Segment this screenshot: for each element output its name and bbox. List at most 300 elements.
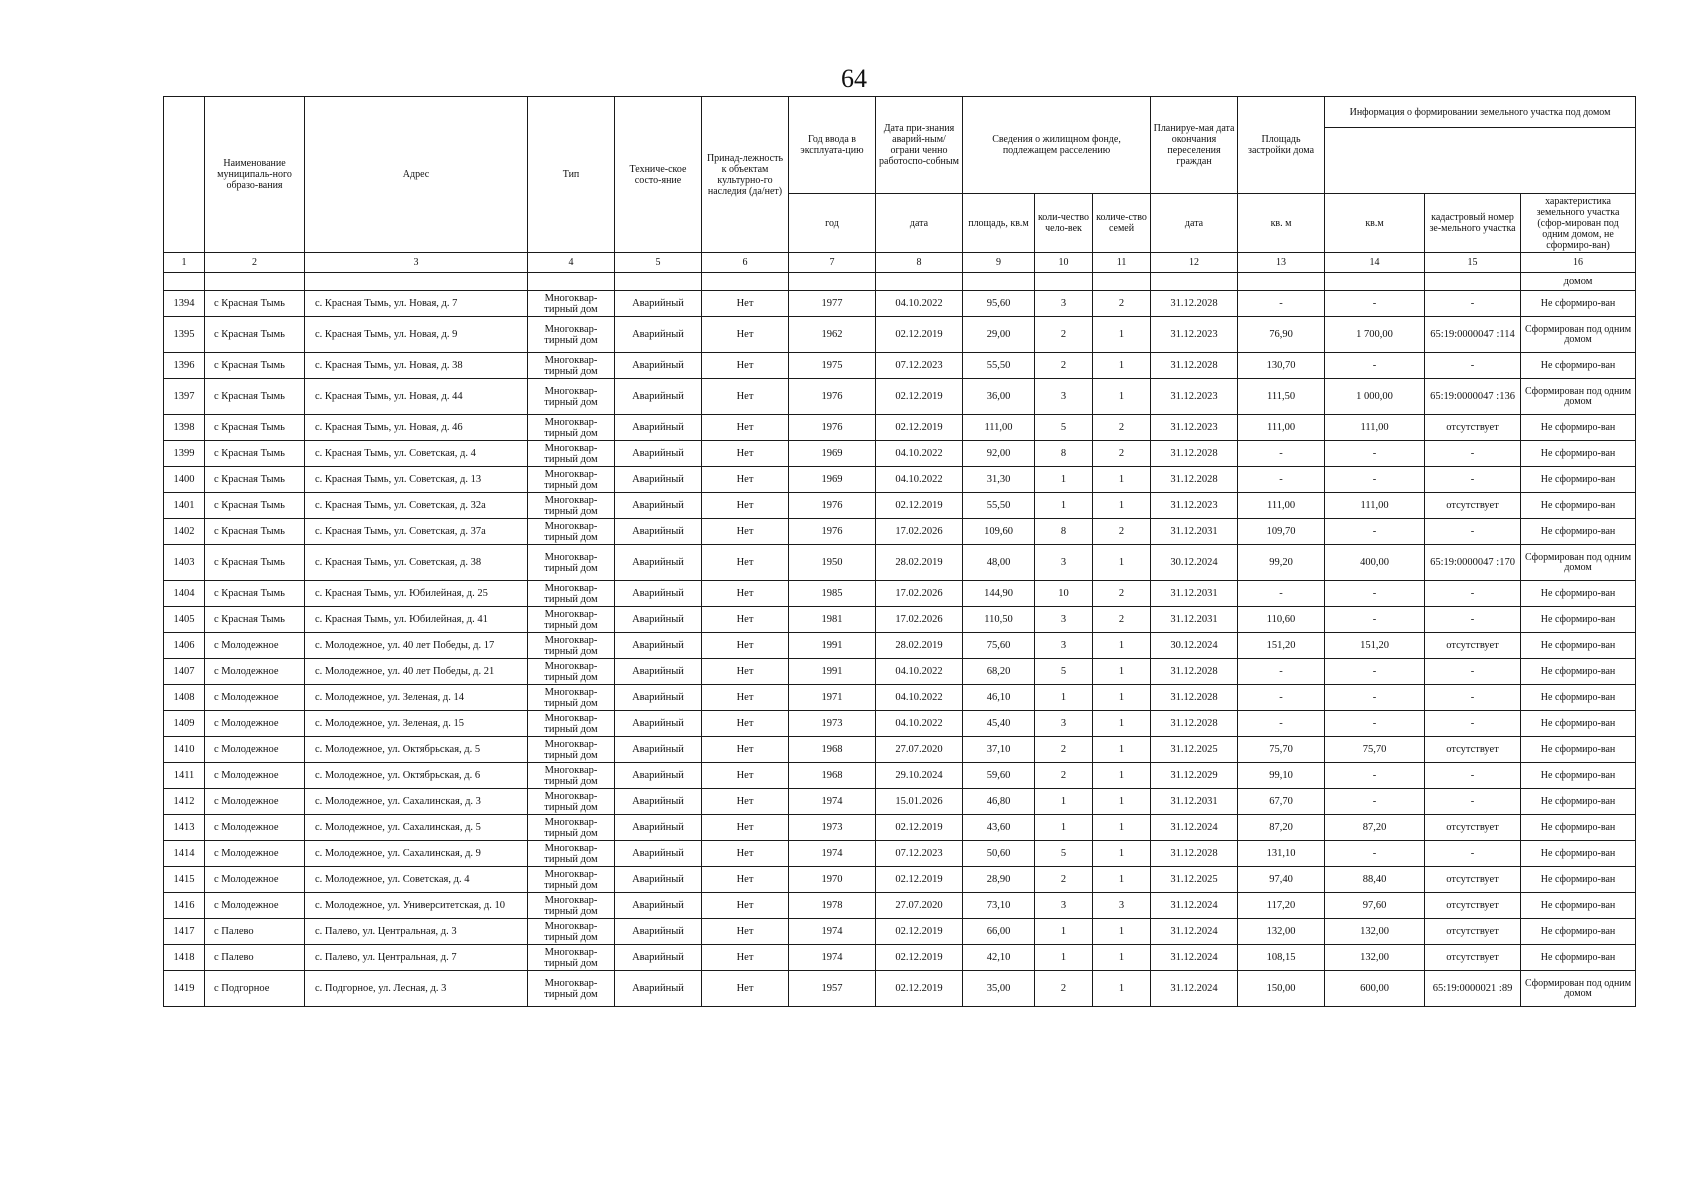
building-area-cell: 67,70 <box>1238 789 1325 815</box>
cadastral-cell: - <box>1425 291 1521 317</box>
type-cell: Многоквар-тирный дом <box>528 893 615 919</box>
people-cell: 3 <box>1035 633 1093 659</box>
building-area-cell: 150,00 <box>1238 971 1325 1007</box>
row-number: 1411 <box>164 763 205 789</box>
land-area-cell: 1 000,00 <box>1325 379 1425 415</box>
municipality-cell: с Молодежное <box>205 815 305 841</box>
column-number: 10 <box>1035 253 1093 273</box>
year-cell: 1969 <box>789 441 876 467</box>
municipality-cell: с Палево <box>205 945 305 971</box>
cadastral-cell: 65:19:0000047 :136 <box>1425 379 1521 415</box>
type-cell: Многоквар-тирный дом <box>528 841 615 867</box>
land-area-cell: - <box>1325 841 1425 867</box>
heritage-cell: Нет <box>702 685 789 711</box>
cadastral-cell: - <box>1425 467 1521 493</box>
building-area-cell: 130,70 <box>1238 353 1325 379</box>
row-number: 1409 <box>164 711 205 737</box>
municipality-cell: с Молодежное <box>205 711 305 737</box>
families-cell: 2 <box>1093 291 1151 317</box>
header-sub-relocation-date: дата <box>1151 194 1238 253</box>
people-cell: 5 <box>1035 841 1093 867</box>
year-cell: 1950 <box>789 545 876 581</box>
column-number: 7 <box>789 253 876 273</box>
state-cell: Аварийный <box>615 519 702 545</box>
table-row <box>164 353 1636 379</box>
heritage-cell: Нет <box>702 971 789 1007</box>
building-area-cell: - <box>1238 581 1325 607</box>
land-area-cell: 88,40 <box>1325 867 1425 893</box>
cadastral-cell: - <box>1425 789 1521 815</box>
header-sub-families: количе-ство семей <box>1093 194 1151 253</box>
date-recognized-cell: 02.12.2019 <box>876 867 963 893</box>
municipality-cell: с Красная Тымь <box>205 581 305 607</box>
relocation-date-cell: 31.12.2024 <box>1151 945 1238 971</box>
address-cell: с. Палево, ул. Центральная, д. 3 <box>305 919 528 945</box>
row-number: 1394 <box>164 291 205 317</box>
table-row <box>164 519 1636 545</box>
column-number: 12 <box>1151 253 1238 273</box>
land-area-cell: - <box>1325 711 1425 737</box>
land-characteristic-cell: Сформирован под одним домом <box>1521 971 1636 1007</box>
address-cell: с. Молодежное, ул. Октябрьская, д. 6 <box>305 763 528 789</box>
state-cell: Аварийный <box>615 581 702 607</box>
column-number: 4 <box>528 253 615 273</box>
year-cell: 1976 <box>789 415 876 441</box>
heritage-cell: Нет <box>702 467 789 493</box>
address-cell: с. Молодежное, ул. Сахалинская, д. 5 <box>305 815 528 841</box>
state-cell: Аварийный <box>615 353 702 379</box>
column-number: 6 <box>702 253 789 273</box>
relocation-date-cell: 31.12.2028 <box>1151 291 1238 317</box>
area-cell: 73,10 <box>963 893 1035 919</box>
area-cell: 66,00 <box>963 919 1035 945</box>
families-cell: 1 <box>1093 737 1151 763</box>
state-cell: Аварийный <box>615 893 702 919</box>
building-area-cell: 110,60 <box>1238 607 1325 633</box>
land-area-cell: - <box>1325 763 1425 789</box>
row-number: 1408 <box>164 685 205 711</box>
address-cell: с. Красная Тымь, ул. Новая, д. 46 <box>305 415 528 441</box>
header-land-characteristic <box>1521 194 1636 253</box>
row-number: 1403 <box>164 545 205 581</box>
address-cell: с. Молодежное, ул. Октябрьская, д. 5 <box>305 737 528 763</box>
date-recognized-cell: 07.12.2023 <box>876 841 963 867</box>
header-sub-building-area-unit: кв. м <box>1238 194 1325 253</box>
date-recognized-cell: 04.10.2022 <box>876 659 963 685</box>
row-number: 1410 <box>164 737 205 763</box>
building-area-cell: 111,00 <box>1238 415 1325 441</box>
row-number: 1413 <box>164 815 205 841</box>
header-heritage: Принад-лежность к объектам культурно-го наследия (да/нет) <box>702 97 789 253</box>
type-cell: Многоквар-тирный дом <box>528 867 615 893</box>
heritage-cell: Нет <box>702 867 789 893</box>
relocation-date-cell: 31.12.2028 <box>1151 467 1238 493</box>
land-characteristic-cell: Не сформиро-ван <box>1521 945 1636 971</box>
families-cell: 1 <box>1093 659 1151 685</box>
date-recognized-cell: 04.10.2022 <box>876 291 963 317</box>
state-cell: Аварийный <box>615 415 702 441</box>
families-cell: 1 <box>1093 789 1151 815</box>
table-row <box>164 841 1636 867</box>
families-cell: 1 <box>1093 919 1151 945</box>
header-land-info-group <box>1325 97 1636 194</box>
relocation-date-cell: 30.12.2024 <box>1151 633 1238 659</box>
area-cell: 46,10 <box>963 685 1035 711</box>
row-number: 1404 <box>164 581 205 607</box>
people-cell: 3 <box>1035 379 1093 415</box>
municipality-cell: с Молодежное <box>205 867 305 893</box>
relocation-date-cell: 31.12.2024 <box>1151 815 1238 841</box>
land-area-cell: 400,00 <box>1325 545 1425 581</box>
municipality-cell: с Молодежное <box>205 841 305 867</box>
people-cell: 3 <box>1035 893 1093 919</box>
type-cell: Многоквар-тирный дом <box>528 519 615 545</box>
families-cell: 1 <box>1093 353 1151 379</box>
row-number: 1397 <box>164 379 205 415</box>
area-cell: 45,40 <box>963 711 1035 737</box>
heritage-cell: Нет <box>702 291 789 317</box>
land-area-cell: 151,20 <box>1325 633 1425 659</box>
table-row <box>164 737 1636 763</box>
building-area-cell: 111,50 <box>1238 379 1325 415</box>
column-number: 8 <box>876 253 963 273</box>
state-cell: Аварийный <box>615 467 702 493</box>
land-characteristic-cell: Не сформиро-ван <box>1521 291 1636 317</box>
year-cell: 1978 <box>789 893 876 919</box>
table-row <box>164 633 1636 659</box>
municipality-cell: с Красная Тымь <box>205 291 305 317</box>
type-cell: Многоквар-тирный дом <box>528 545 615 581</box>
building-area-cell: 99,20 <box>1238 545 1325 581</box>
type-cell: Многоквар-тирный дом <box>528 317 615 353</box>
families-cell: 1 <box>1093 815 1151 841</box>
header-date-recognized: Дата при-знания аварий-ным/ограни ченно работоспо-собным <box>876 97 963 194</box>
heritage-cell: Нет <box>702 763 789 789</box>
cadastral-cell: - <box>1425 763 1521 789</box>
land-area-cell: 132,00 <box>1325 945 1425 971</box>
table-row <box>164 711 1636 737</box>
column-number: 1 <box>164 253 205 273</box>
municipality-cell: с Красная Тымь <box>205 441 305 467</box>
row-number: 1415 <box>164 867 205 893</box>
area-cell: 28,90 <box>963 867 1035 893</box>
address-cell: с. Молодежное, ул. Советская, д. 4 <box>305 867 528 893</box>
table-row <box>164 789 1636 815</box>
address-cell: с. Молодежное, ул. Сахалинская, д. 9 <box>305 841 528 867</box>
state-cell: Аварийный <box>615 441 702 467</box>
land-characteristic-cell: Не сформиро-ван <box>1521 789 1636 815</box>
year-cell: 1974 <box>789 945 876 971</box>
relocation-date-cell: 31.12.2024 <box>1151 919 1238 945</box>
table-row <box>164 971 1636 1007</box>
row-number: 1399 <box>164 441 205 467</box>
relocation-date-cell: 31.12.2028 <box>1151 685 1238 711</box>
table-row <box>164 867 1636 893</box>
land-area-cell: 111,00 <box>1325 493 1425 519</box>
land-characteristic-cell: Не сформиро-ван <box>1521 867 1636 893</box>
families-cell: 1 <box>1093 545 1151 581</box>
header-sub-year: год <box>789 194 876 253</box>
land-characteristic-cell: Не сформиро-ван <box>1521 415 1636 441</box>
land-characteristic-cell: Не сформиро-ван <box>1521 685 1636 711</box>
header-sub-people: коли-чество чело-век <box>1035 194 1093 253</box>
year-cell: 1976 <box>789 493 876 519</box>
date-recognized-cell: 02.12.2019 <box>876 317 963 353</box>
year-cell: 1976 <box>789 379 876 415</box>
people-cell: 2 <box>1035 867 1093 893</box>
land-area-cell: 75,70 <box>1325 737 1425 763</box>
people-cell: 3 <box>1035 711 1093 737</box>
heritage-cell: Нет <box>702 633 789 659</box>
cadastral-cell: отсутствует <box>1425 945 1521 971</box>
land-area-cell: 111,00 <box>1325 415 1425 441</box>
municipality-cell: с Красная Тымь <box>205 353 305 379</box>
cadastral-cell: отсутствует <box>1425 815 1521 841</box>
state-cell: Аварийный <box>615 633 702 659</box>
address-cell: с. Красная Тымь, ул. Новая, д. 38 <box>305 353 528 379</box>
row-number: 1400 <box>164 467 205 493</box>
table-row <box>164 685 1636 711</box>
row-number: 1418 <box>164 945 205 971</box>
heritage-cell: Нет <box>702 841 789 867</box>
row-number: 1405 <box>164 607 205 633</box>
building-area-cell: 75,70 <box>1238 737 1325 763</box>
heritage-cell: Нет <box>702 519 789 545</box>
year-cell: 1957 <box>789 971 876 1007</box>
year-cell: 1973 <box>789 815 876 841</box>
area-cell: 110,50 <box>963 607 1035 633</box>
land-characteristic-cell: Не сформиро-ван <box>1521 841 1636 867</box>
table-row <box>164 607 1636 633</box>
column-number: 5 <box>615 253 702 273</box>
date-recognized-cell: 04.10.2022 <box>876 711 963 737</box>
people-cell: 3 <box>1035 291 1093 317</box>
row-number: 1406 <box>164 633 205 659</box>
families-cell: 1 <box>1093 945 1151 971</box>
cadastral-cell: - <box>1425 685 1521 711</box>
cadastral-cell: - <box>1425 841 1521 867</box>
heritage-cell: Нет <box>702 659 789 685</box>
table-row <box>164 945 1636 971</box>
table-row <box>164 415 1636 441</box>
cadastral-cell: отсутствует <box>1425 493 1521 519</box>
type-cell: Многоквар-тирный дом <box>528 737 615 763</box>
state-cell: Аварийный <box>615 737 702 763</box>
heritage-cell: Нет <box>702 815 789 841</box>
address-cell: с. Молодежное, ул. Зеленая, д. 14 <box>305 685 528 711</box>
people-cell: 2 <box>1035 971 1093 1007</box>
relocation-date-cell: 30.12.2024 <box>1151 545 1238 581</box>
land-characteristic-cell: Не сформиро-ван <box>1521 763 1636 789</box>
area-cell: 42,10 <box>963 945 1035 971</box>
land-area-cell: - <box>1325 441 1425 467</box>
row-number: 1412 <box>164 789 205 815</box>
building-area-cell: 108,15 <box>1238 945 1325 971</box>
year-cell: 1968 <box>789 763 876 789</box>
heritage-cell: Нет <box>702 317 789 353</box>
cadastral-cell: 65:19:0000021 :89 <box>1425 971 1521 1007</box>
relocation-date-cell: 31.12.2031 <box>1151 607 1238 633</box>
date-recognized-cell: 28.02.2019 <box>876 545 963 581</box>
land-characteristic-cell: Не сформиро-ван <box>1521 659 1636 685</box>
land-characteristic-cell: Не сформиро-ван <box>1521 581 1636 607</box>
type-cell: Многоквар-тирный дом <box>528 467 615 493</box>
relocation-date-cell: 31.12.2024 <box>1151 893 1238 919</box>
table-row <box>164 317 1636 353</box>
relocation-date-cell: 31.12.2028 <box>1151 441 1238 467</box>
relocation-date-cell: 31.12.2028 <box>1151 353 1238 379</box>
state-cell: Аварийный <box>615 815 702 841</box>
row-number: 1402 <box>164 519 205 545</box>
area-cell: 144,90 <box>963 581 1035 607</box>
families-cell: 1 <box>1093 971 1151 1007</box>
year-cell: 1970 <box>789 867 876 893</box>
header-col-1 <box>164 97 205 253</box>
address-cell: с. Красная Тымь, ул. Советская, д. 38 <box>305 545 528 581</box>
type-cell: Многоквар-тирный дом <box>528 581 615 607</box>
date-recognized-cell: 02.12.2019 <box>876 415 963 441</box>
land-area-cell: - <box>1325 789 1425 815</box>
municipality-cell: с Палево <box>205 919 305 945</box>
people-cell: 2 <box>1035 737 1093 763</box>
families-cell: 2 <box>1093 415 1151 441</box>
year-cell: 1985 <box>789 581 876 607</box>
families-cell: 1 <box>1093 317 1151 353</box>
building-area-cell: 151,20 <box>1238 633 1325 659</box>
table-row <box>164 581 1636 607</box>
header-type: Тип <box>528 97 615 253</box>
address-cell: с. Красная Тымь, ул. Новая, д. 44 <box>305 379 528 415</box>
municipality-cell: с Молодежное <box>205 737 305 763</box>
state-cell: Аварийный <box>615 919 702 945</box>
header-relocation-date: Планируе-мая дата окончания переселения граждан <box>1151 97 1238 194</box>
year-cell: 1971 <box>789 685 876 711</box>
type-cell: Многоквар-тирный дом <box>528 291 615 317</box>
year-cell: 1975 <box>789 353 876 379</box>
state-cell: Аварийный <box>615 711 702 737</box>
land-area-cell: - <box>1325 467 1425 493</box>
building-area-cell: 117,20 <box>1238 893 1325 919</box>
table-row <box>164 763 1636 789</box>
area-cell: 37,10 <box>963 737 1035 763</box>
people-cell: 1 <box>1035 919 1093 945</box>
header-year-commissioned: Год ввода в эксплуата-цию <box>789 97 876 194</box>
land-characteristic-cell: Не сформиро-ван <box>1521 467 1636 493</box>
building-area-cell: 76,90 <box>1238 317 1325 353</box>
people-cell: 1 <box>1035 789 1093 815</box>
people-cell: 3 <box>1035 607 1093 633</box>
land-area-cell: 600,00 <box>1325 971 1425 1007</box>
municipality-cell: с Красная Тымь <box>205 493 305 519</box>
building-area-cell: - <box>1238 711 1325 737</box>
column-number: 14 <box>1325 253 1425 273</box>
date-recognized-cell: 04.10.2022 <box>876 467 963 493</box>
housing-register-table <box>163 96 1636 1007</box>
cadastral-cell: отсутствует <box>1425 893 1521 919</box>
table-row <box>164 291 1636 317</box>
header-building-area: Площадь застройки дома <box>1238 97 1325 194</box>
page-number: 64 <box>841 64 867 93</box>
families-cell: 1 <box>1093 379 1151 415</box>
area-cell: 55,50 <box>963 353 1035 379</box>
land-characteristic-cell: Сформирован под одним домом <box>1521 317 1636 353</box>
carryover-text: домом <box>1521 273 1636 291</box>
people-cell: 1 <box>1035 493 1093 519</box>
column-number: 9 <box>963 253 1035 273</box>
date-recognized-cell: 27.07.2020 <box>876 737 963 763</box>
cadastral-cell: - <box>1425 353 1521 379</box>
cadastral-cell: отсутствует <box>1425 867 1521 893</box>
table-row <box>164 815 1636 841</box>
area-cell: 46,80 <box>963 789 1035 815</box>
row-number: 1417 <box>164 919 205 945</box>
type-cell: Многоквар-тирный дом <box>528 763 615 789</box>
relocation-date-cell: 31.12.2023 <box>1151 317 1238 353</box>
area-cell: 48,00 <box>963 545 1035 581</box>
date-recognized-cell: 02.12.2019 <box>876 493 963 519</box>
relocation-date-cell: 31.12.2023 <box>1151 415 1238 441</box>
address-cell: с. Красная Тымь, ул. Юбилейная, д. 41 <box>305 607 528 633</box>
state-cell: Аварийный <box>615 971 702 1007</box>
header-cadastral <box>1425 194 1521 253</box>
header-land-characteristic-text: характеристика земельного участка (сфор-мирован под одним домом, не сформиро-ван) <box>1536 195 1620 251</box>
date-recognized-cell: 02.12.2019 <box>876 971 963 1007</box>
type-cell: Многоквар-тирный дом <box>528 633 615 659</box>
state-cell: Аварийный <box>615 607 702 633</box>
families-cell: 1 <box>1093 867 1151 893</box>
land-area-cell: - <box>1325 685 1425 711</box>
row-number: 1395 <box>164 317 205 353</box>
relocation-date-cell: 31.12.2024 <box>1151 971 1238 1007</box>
cadastral-cell: - <box>1425 581 1521 607</box>
building-area-cell: 99,10 <box>1238 763 1325 789</box>
municipality-cell: с Красная Тымь <box>205 317 305 353</box>
area-cell: 95,60 <box>963 291 1035 317</box>
year-cell: 1991 <box>789 659 876 685</box>
cadastral-cell: 65:19:0000047 :170 <box>1425 545 1521 581</box>
table-row <box>164 893 1636 919</box>
heritage-cell: Нет <box>702 893 789 919</box>
heritage-cell: Нет <box>702 737 789 763</box>
land-characteristic-cell: Не сформиро-ван <box>1521 493 1636 519</box>
heritage-cell: Нет <box>702 945 789 971</box>
address-cell: с. Молодежное, ул. Университетская, д. 10 <box>305 893 528 919</box>
land-area-cell: 87,20 <box>1325 815 1425 841</box>
relocation-date-cell: 31.12.2031 <box>1151 581 1238 607</box>
land-area-cell: - <box>1325 607 1425 633</box>
cadastral-cell: - <box>1425 659 1521 685</box>
state-cell: Аварийный <box>615 291 702 317</box>
year-cell: 1991 <box>789 633 876 659</box>
type-cell: Многоквар-тирный дом <box>528 711 615 737</box>
families-cell: 1 <box>1093 633 1151 659</box>
land-characteristic-cell: Не сформиро-ван <box>1521 353 1636 379</box>
year-cell: 1968 <box>789 737 876 763</box>
address-cell: с. Красная Тымь, ул. Новая, д. 9 <box>305 317 528 353</box>
address-cell: с. Красная Тымь, ул. Советская, д. 37а <box>305 519 528 545</box>
year-cell: 1962 <box>789 317 876 353</box>
address-cell: с. Подгорное, ул. Лесная, д. 3 <box>305 971 528 1007</box>
cadastral-cell: - <box>1425 607 1521 633</box>
building-area-cell: - <box>1238 467 1325 493</box>
table-row <box>164 919 1636 945</box>
families-cell: 1 <box>1093 685 1151 711</box>
column-number: 13 <box>1238 253 1325 273</box>
header-land-info: Информация о формировании земельного участка под домом <box>1325 97 1635 128</box>
land-area-cell: - <box>1325 581 1425 607</box>
heritage-cell: Нет <box>702 415 789 441</box>
cadastral-cell: - <box>1425 519 1521 545</box>
